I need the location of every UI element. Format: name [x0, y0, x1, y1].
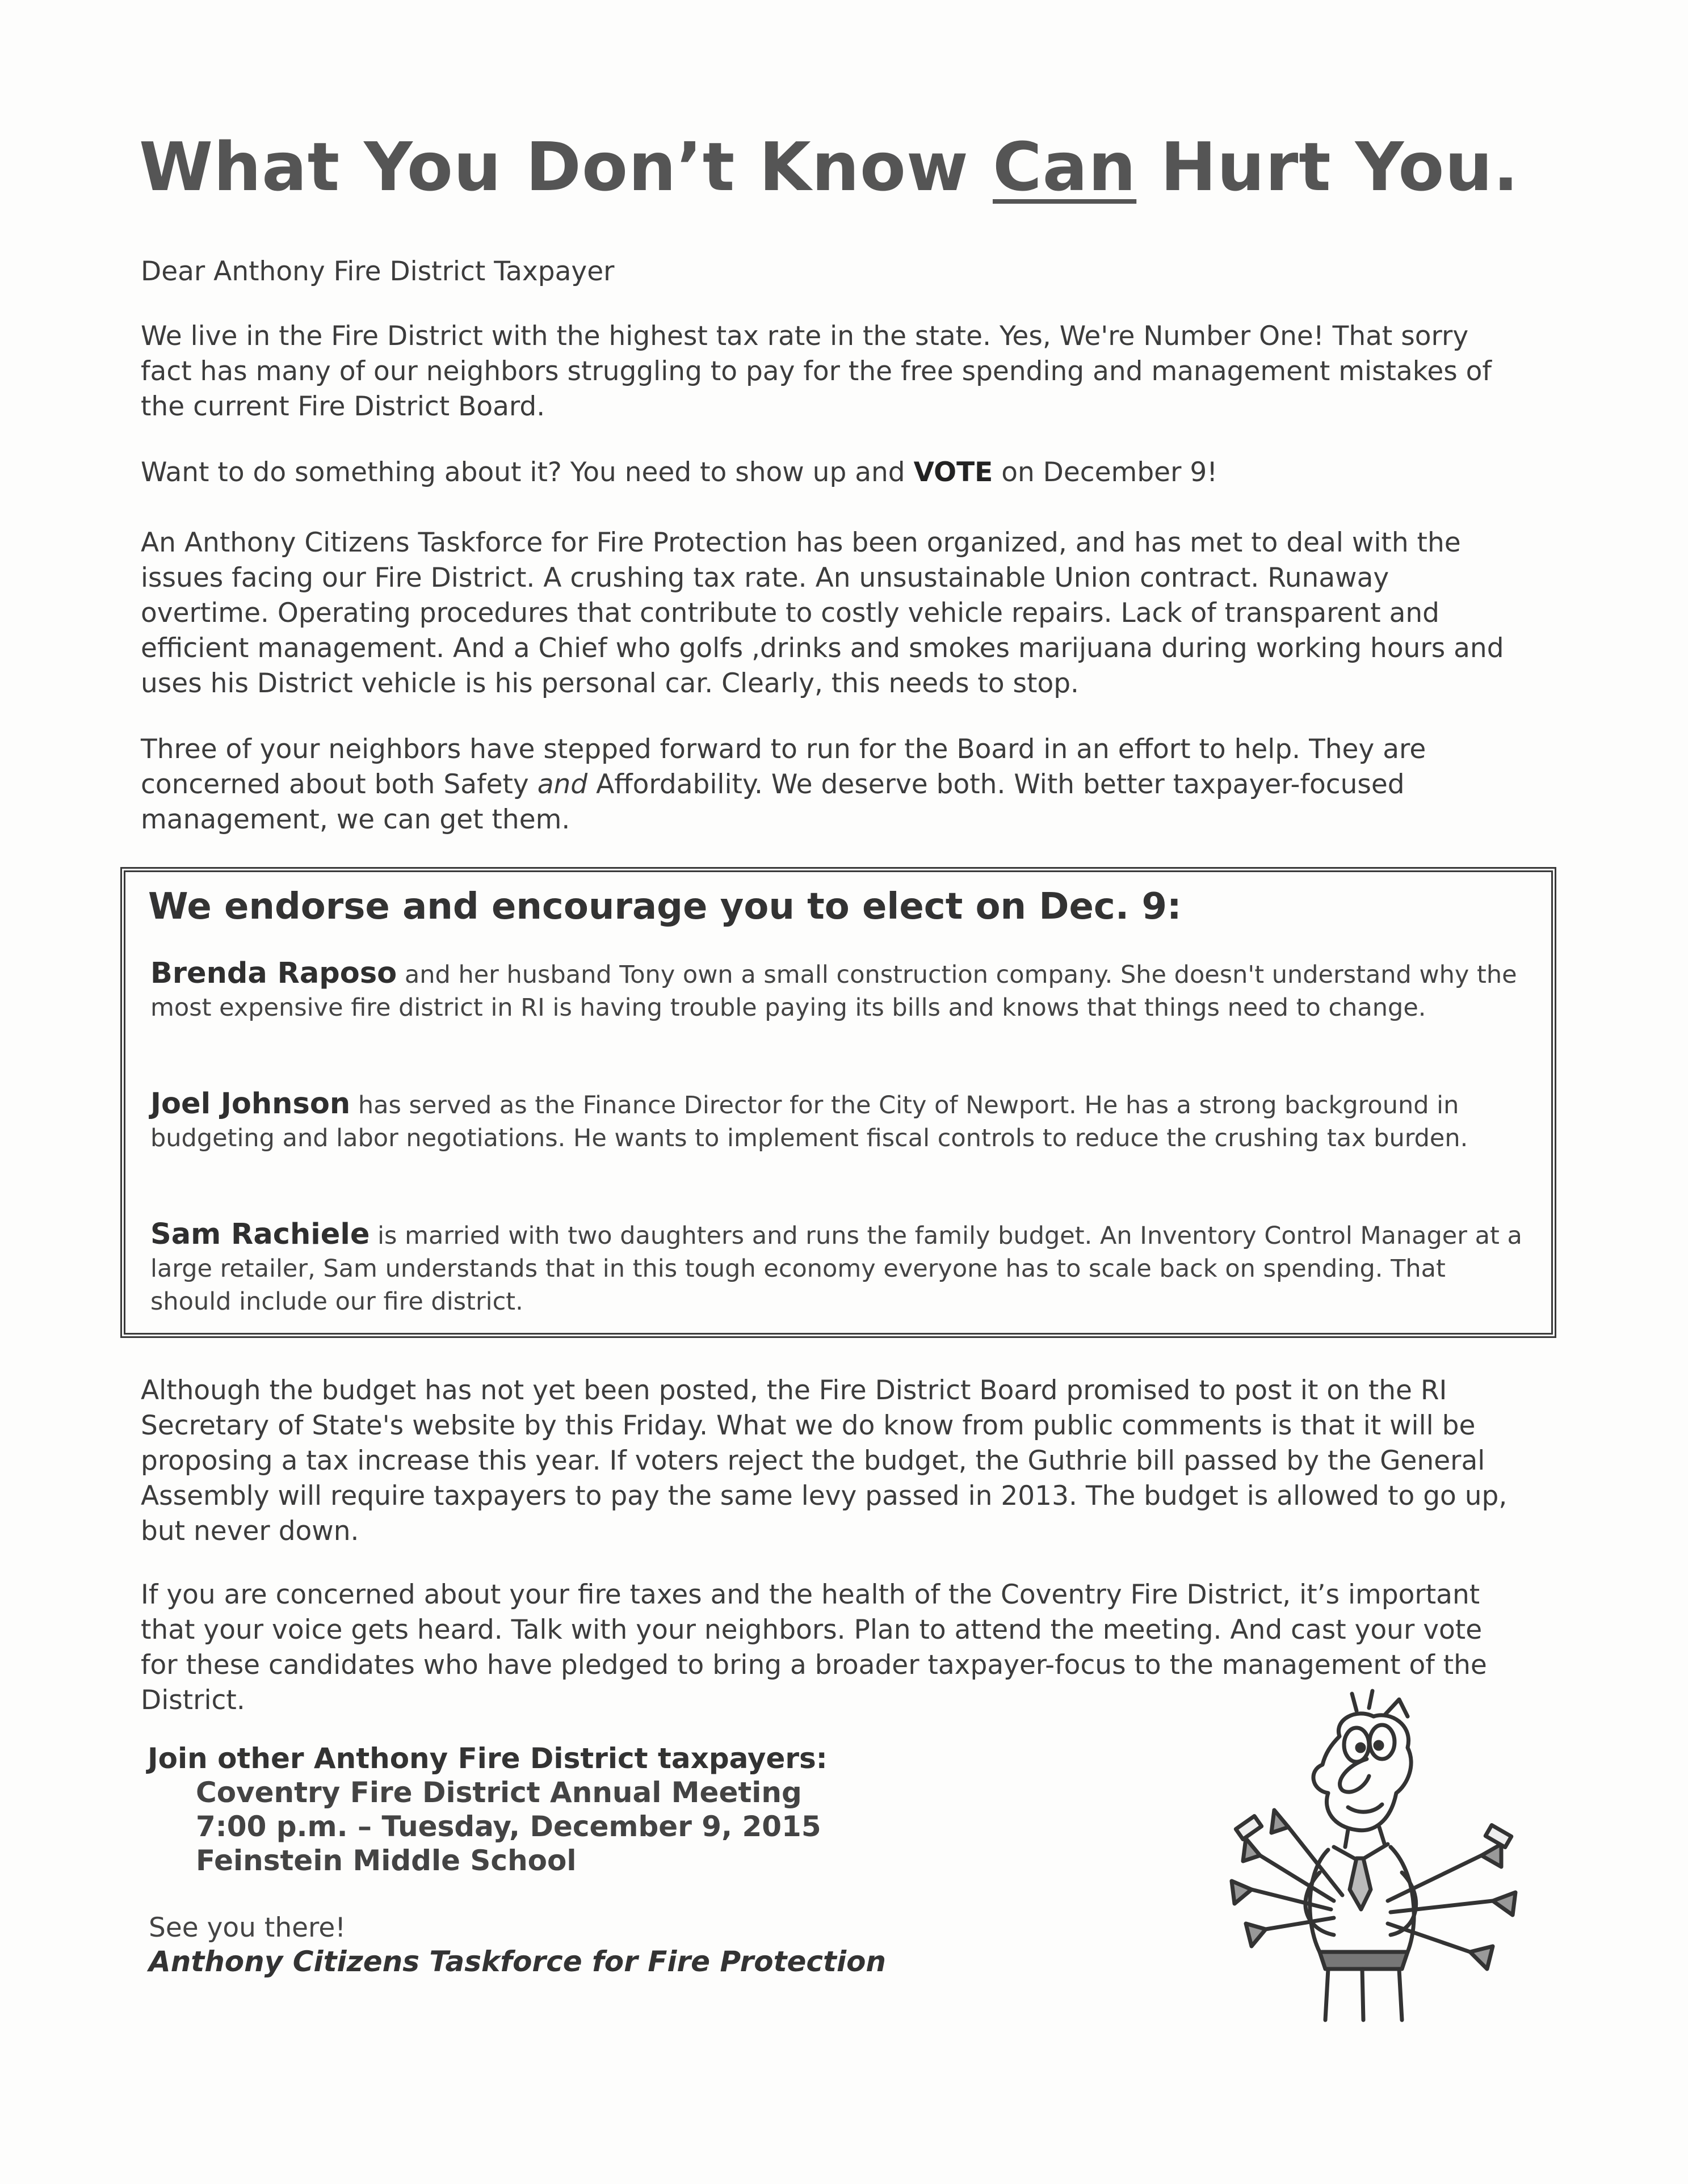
neighbors-paragraph: Three of your neighbors have stepped forward to run for the Board in an effort to help. They are concerned about both Safety and Affordability. We deserve both. With better taxpayer-focused management, we can get them.	[141, 734, 1426, 835]
salutation: Dear Anthony Fire District Taxpayer	[141, 256, 615, 287]
candidate-description: and her husband Tony own a small construction company. She doesn't understand why the most expensive fire district in RI is having trouble paying its bills and knows that things need to change.	[150, 961, 1517, 1022]
intro-paragraph: We live in the Fire District with the highest tax rate in the state. Yes, We're Number One! That sorry fact has many of our neighbors struggling to pay for the free spending and management mistakes of the current Fire District Board.	[141, 321, 1492, 422]
concern-paragraph: If you are concerned about your fire taxes and the health of the Coventry Fire District, it’s important that your voice gets heard. Talk with your neighbors. Plan to attend the meeting. And cast your vote for these candidates who have pledged to bring a broader taxpayer-focus to the management of the District.	[141, 1579, 1487, 1716]
title-underlined-word: Can	[993, 128, 1137, 206]
candidate-joel-johnson	[150, 1088, 1530, 1155]
candidate-name: Joel Johnson	[150, 1087, 351, 1121]
endorsement-title: We endorse and encourage you to elect on Dec. 9:	[148, 886, 1182, 928]
signature: Anthony Citizens Taskforce for Fire Protection	[149, 1945, 887, 1978]
vote-emphasis: VOTE	[913, 457, 993, 488]
candidate-name: Brenda Raposo	[150, 957, 397, 990]
meeting-name: Coventry Fire District Annual Meeting	[196, 1776, 802, 1809]
see-you-text: See you there!	[149, 1912, 346, 1943]
candidate-name: Sam Rachiele	[150, 1218, 370, 1251]
page-title	[139, 128, 1519, 206]
meeting-time: 7:00 p.m. – Tuesday, December 9, 2015	[196, 1810, 821, 1843]
candidate-description: is married with two daughters and runs the family budget. An Inventory Control Manager at a large retailer, Sam understands that in this tough economy everyone has to scale back on spending. That should include our fire district.	[150, 1222, 1522, 1316]
title-part-1: What You Don’t Know	[139, 128, 993, 206]
candidate-sam-rachiele	[150, 1218, 1530, 1318]
meeting-place: Feinstein Middle School	[196, 1844, 577, 1877]
endorsement-box	[120, 867, 1556, 1338]
taskforce-paragraph: An Anthony Citizens Taskforce for Fire Protection has been organized, and has met to deal with the issues facing our Fire District. A crushing tax rate. An unsustainable Union contract. Runaway overtime. Operating procedures that contribute to costly vehicle repairs. Lack of transparent and efficient management. And a Chief who golfs ,drinks and smokes marijuana during working hours and uses his District vehicle is his personal car. Clearly, this needs to stop.	[141, 527, 1504, 699]
vote-paragraph: Want to do something about it? You need to show up and VOTE on December 9!	[141, 457, 1218, 488]
budget-paragraph: Although the budget has not yet been posted, the Fire District Board promised to post it on the RI Secretary of State's website by this Friday. What we do know from public comments is that it will be proposing a tax increase this year. If voters reject the budget, the Guthrie bill passed by the General Assembly will require taxpayers to pay the same levy passed in 2013. The budget is allowed to go up, but never down.	[141, 1375, 1508, 1547]
title-part-2: Hurt You.	[1136, 128, 1519, 206]
candidate-brenda-raposo	[150, 957, 1530, 1024]
candidate-description: has served as the Finance Director for the City of Newport. He has a strong background in budgeting and labor negotiations. He wants to implement fiscal controls to reduce the crushing tax burden.	[150, 1091, 1468, 1152]
cartoon-man-with-tax-arrows-icon	[1220, 1685, 1561, 2026]
join-heading: Join other Anthony Fire District taxpayers:	[148, 1742, 828, 1775]
